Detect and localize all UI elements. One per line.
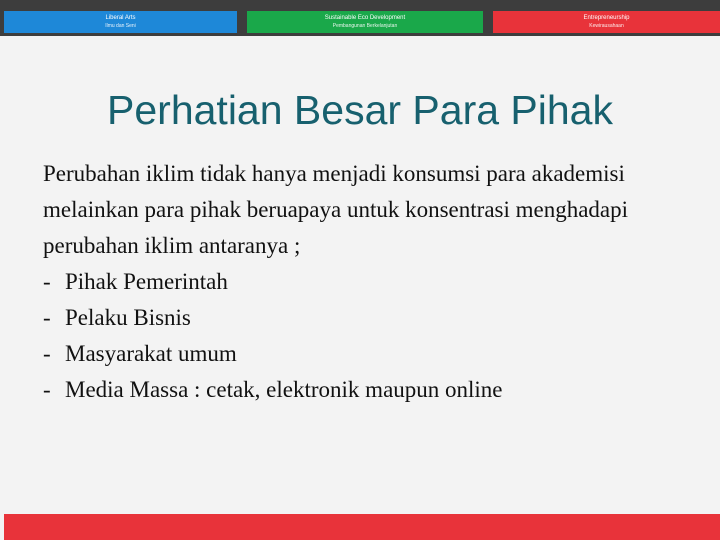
bullet-text: Masyarakat umum xyxy=(65,341,237,366)
bullet-list xyxy=(43,264,683,408)
tab-entrepreneurship-subtitle: Kewirausahaan xyxy=(589,23,624,29)
tab-entrepreneurship xyxy=(493,11,720,33)
bullet-text: Media Massa : cetak, elektronik maupun online xyxy=(65,377,503,402)
bullet-item xyxy=(43,264,683,300)
bullet-marker: - xyxy=(43,269,51,294)
tab-entrepreneurship-title: Entrepreneurship xyxy=(583,15,630,21)
bullet-marker: - xyxy=(43,341,51,366)
bullet-item xyxy=(43,372,683,408)
tab-sustainable-subtitle: Pembangunan Berkelanjutan xyxy=(332,23,398,29)
slide-paragraph: Perubahan iklim tidak hanya menjadi konsumsi para akademisi melainkan para pihak beruapaya untuk konsentrasi menghadapi perubahan iklim antaranya ; xyxy=(43,161,629,258)
bullet-marker: - xyxy=(43,305,51,330)
tab-liberal-arts xyxy=(4,11,237,33)
tab-liberal-arts-subtitle: Ilmu dan Seni xyxy=(105,23,136,29)
bullet-text: Pelaku Bisnis xyxy=(65,305,191,330)
tab-liberal-arts-title: Liberal Arts xyxy=(105,15,136,21)
bullet-item xyxy=(43,336,683,372)
slide-title: Perhatian Besar Para Pihak xyxy=(107,87,613,133)
bullet-item xyxy=(43,300,683,336)
tab-sustainable-title: Sustainable Eco Development xyxy=(324,15,406,21)
slide-body xyxy=(43,156,683,408)
bullet-marker: - xyxy=(43,377,51,402)
top-bar xyxy=(0,0,720,36)
bullet-text: Pihak Pemerintah xyxy=(65,269,228,294)
tab-sustainable-eco-development xyxy=(247,11,483,33)
bottom-bar xyxy=(4,514,720,540)
